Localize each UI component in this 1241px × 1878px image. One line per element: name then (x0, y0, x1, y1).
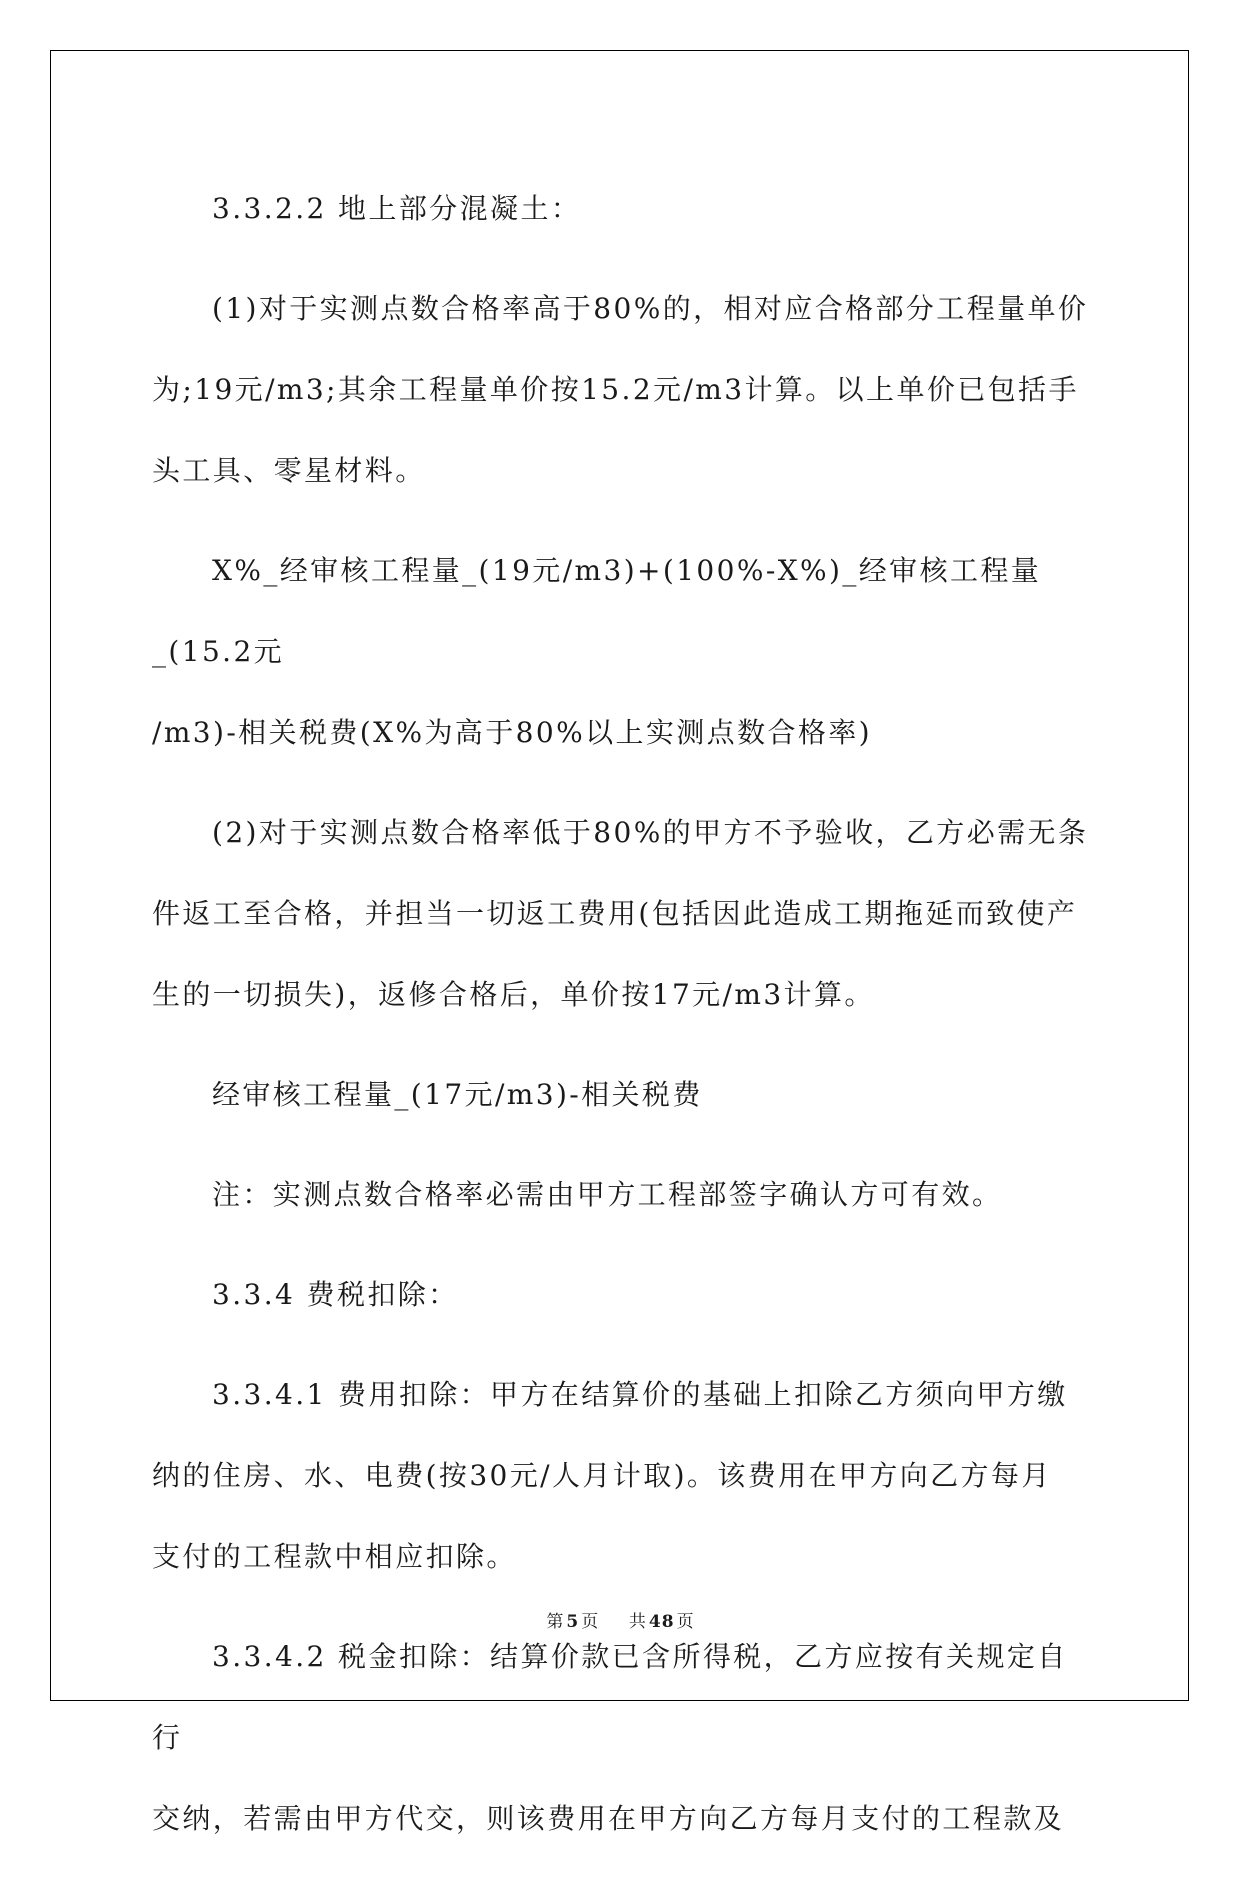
text-line: 件返工至合格，并担当一切返工费用(包括因此造成工期拖延而致使产 (152, 897, 1078, 930)
text-line: 交纳，若需由甲方代交，则该费用在甲方向乙方每月支付的工程款及 (152, 1802, 1065, 1835)
footer-current-suffix: 页 (581, 1612, 600, 1632)
paragraph-item-1 (152, 268, 1092, 511)
text-line: 3.3.4.1 费用扣除：甲方在结算价的基础上扣除乙方须向甲方缴 (212, 1378, 1068, 1411)
paragraph-3-3-4 (152, 1254, 1092, 1335)
text-line: X%_经审核工程量_(19元/m3)+(100%-X%)_经审核工程量_(15.2元 (152, 554, 1042, 668)
text-line: 头工具、零星材料。 (152, 454, 426, 487)
text-line: (2)对于实测点数合格率低于80%的甲方不予验收，乙方必需无条 (212, 816, 1089, 849)
text-line: 3.3.4.2 税金扣除：结算价款已含所得税，乙方应按有关规定自行 (152, 1640, 1068, 1754)
paragraph-3-3-2-2 (152, 168, 1092, 249)
paragraph-item-2 (152, 792, 1092, 1035)
paragraph-3-3-4-2 (152, 1616, 1092, 1859)
footer-total-suffix: 页 (676, 1612, 695, 1632)
footer-total-pages: 48 (648, 1612, 675, 1632)
text-line: 3.3.4 费税扣除： (212, 1278, 459, 1311)
paragraph-formula-1 (152, 530, 1092, 773)
page-footer (0, 1607, 1241, 1632)
text-line: 纳的住房、水、电费(按30元/人月计取)。该费用在甲方向乙方每月 (152, 1459, 1052, 1492)
footer-total-prefix: 共 (628, 1612, 647, 1632)
text-line: 为;19元/m3;其余工程量单价按15.2元/m3计算。以上单价已包括手 (152, 373, 1079, 406)
text-line: (1)对于实测点数合格率高于80%的，相对应合格部分工程量单价 (212, 292, 1089, 325)
text-line: 经审核工程量_(17元/m3)-相关税费 (212, 1078, 703, 1111)
text-line: 支付的工程款中相应扣除。 (152, 1540, 517, 1573)
text-line: 3.3.2.2 地上部分混凝土： (212, 192, 582, 225)
footer-current-prefix: 第 (546, 1612, 565, 1632)
paragraph-3-3-4-1 (152, 1354, 1092, 1597)
text-line: /m3)-相关税费(X%为高于80%以上实测点数合格率) (152, 716, 873, 749)
text-line: 生的一切损失)，返修合格后，单价按17元/m3计算。 (152, 978, 875, 1011)
footer-current-page: 5 (566, 1612, 580, 1632)
paragraph-formula-2 (152, 1054, 1092, 1135)
paragraph-note (152, 1154, 1092, 1235)
text-line: 注：实测点数合格率必需由甲方工程部签字确认方可有效。 (212, 1178, 1003, 1211)
